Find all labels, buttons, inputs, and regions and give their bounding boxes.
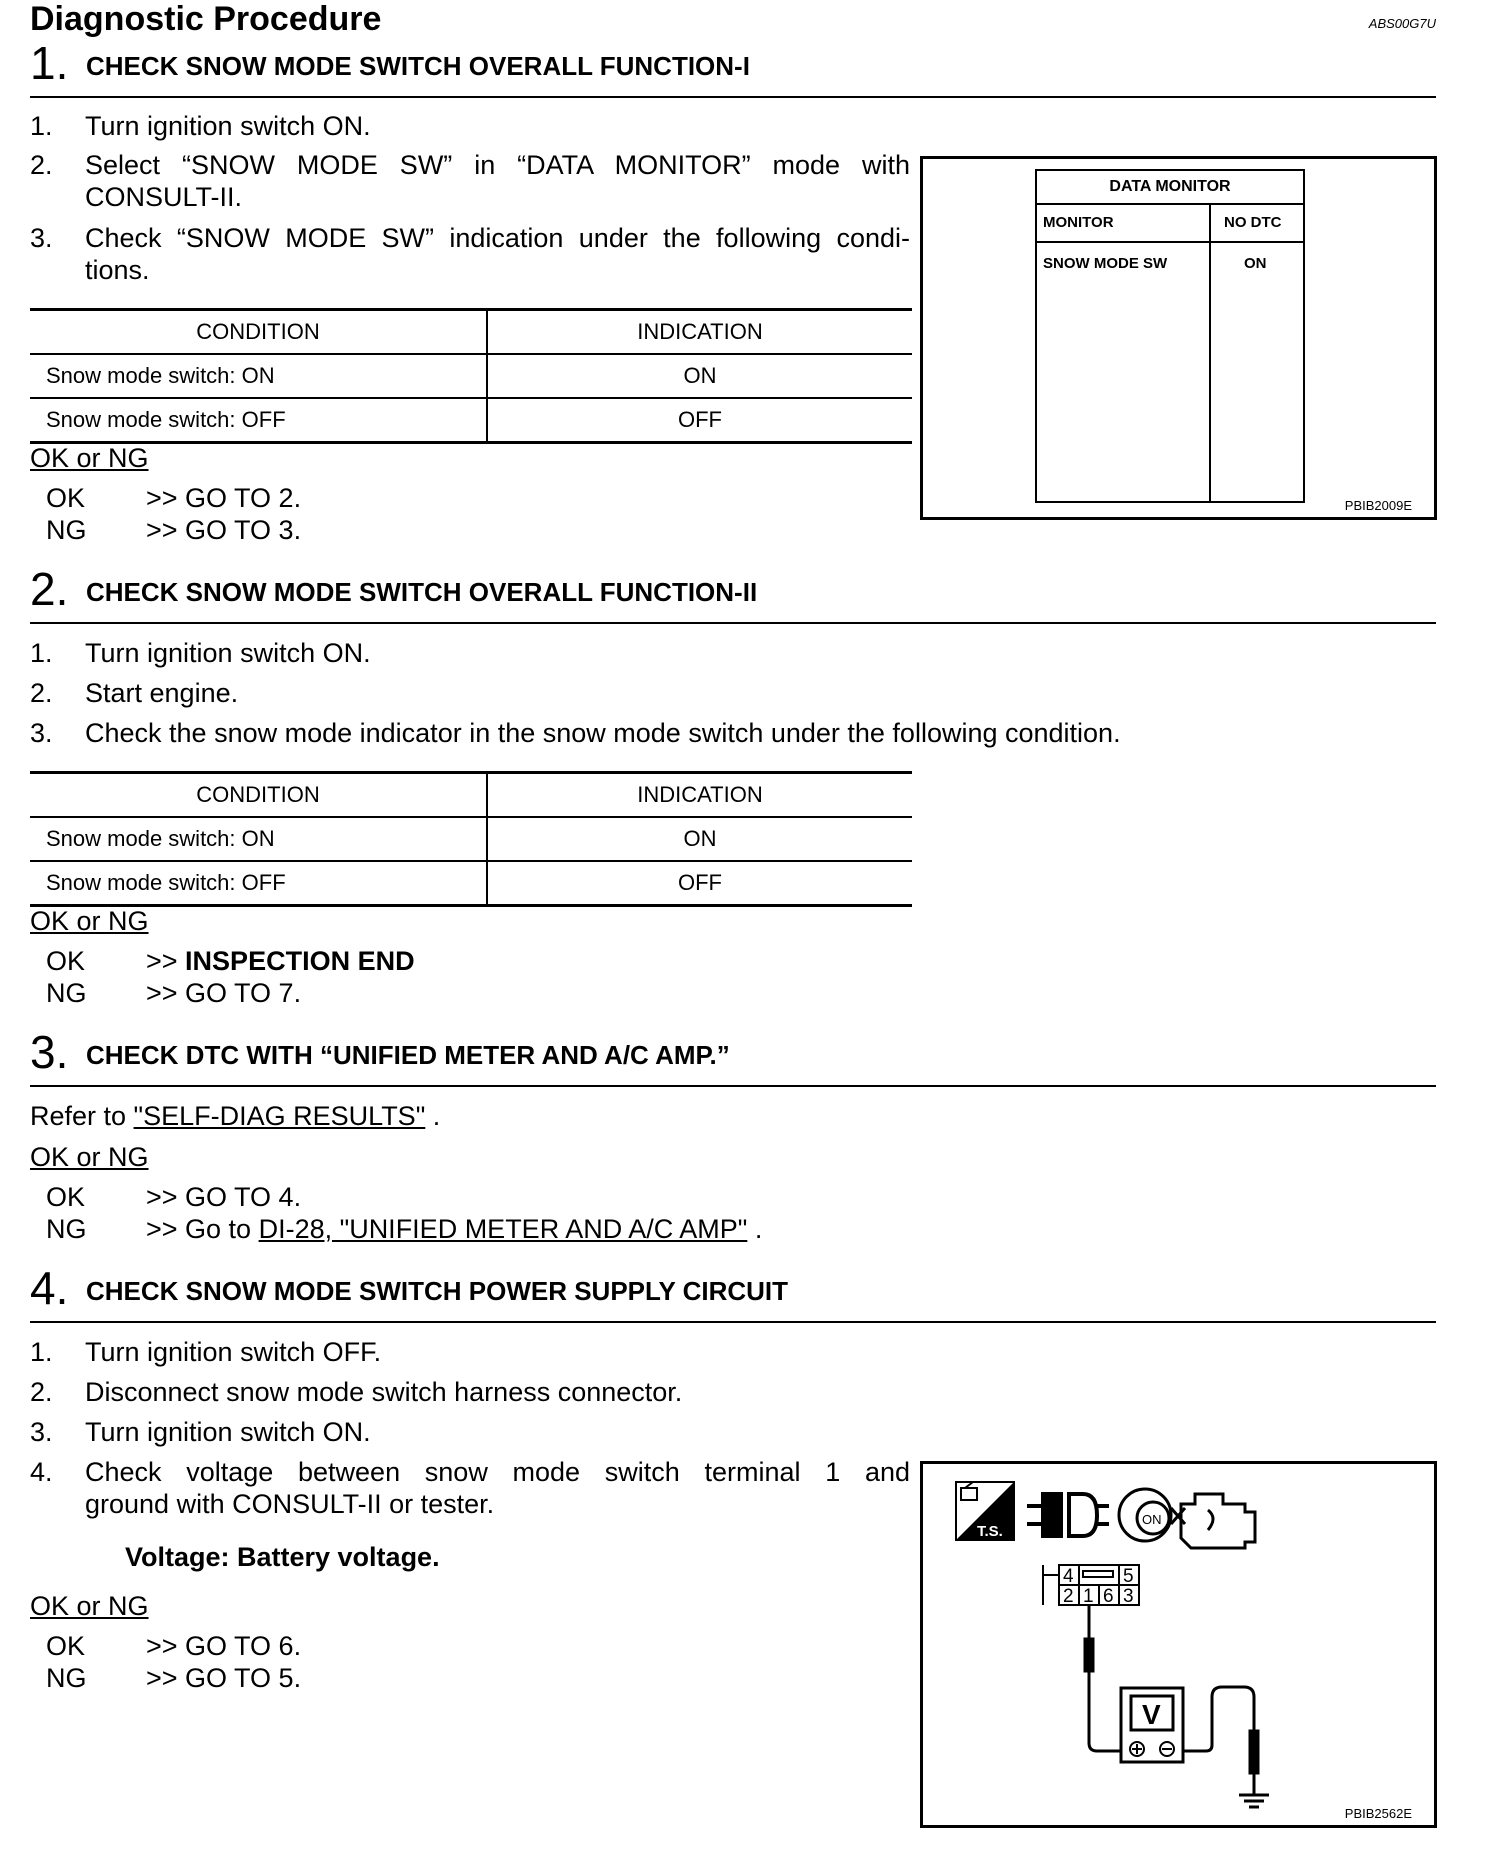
list-item (30, 1416, 910, 1448)
step-title: CHECK SNOW MODE SWITCH OVERALL FUNCTION-I (86, 51, 750, 81)
result-key: OK (46, 1182, 86, 1212)
refer-line (30, 1101, 440, 1132)
pin-label: 6 (1103, 1586, 1114, 1607)
monitor-column-row (1037, 205, 1303, 243)
item-text: ground with CONSULT-II or tester. (85, 1489, 495, 1519)
figure-id: PBIB2009E (1344, 498, 1412, 513)
list-item (30, 110, 910, 142)
column-header: INDICATION (487, 773, 912, 818)
item-text: Start engine. (85, 678, 239, 708)
item-text: Disconnect snow mode switch harness connector. (85, 1377, 683, 1407)
result-action: >> GO TO 2. (146, 483, 302, 513)
table-header-row (30, 310, 912, 355)
ignition-on-icon (1119, 1489, 1171, 1541)
ok-or-ng-heading: OK or NG (30, 1142, 149, 1172)
table-cell: OFF (487, 398, 912, 443)
result-prefix: >> Go to (146, 1214, 259, 1244)
item-text: tions. (85, 255, 150, 285)
result-action (146, 1213, 762, 1245)
result-ng (46, 1213, 846, 1245)
result-key: OK (46, 946, 86, 976)
data-monitor-figure (920, 156, 1437, 520)
result-ok (46, 1181, 846, 1213)
result-action: >> GO TO 5. (146, 1663, 302, 1693)
item-number: 3. (30, 223, 53, 253)
item-text: Check “SNOW MODE SW” indication under the following condi- (85, 223, 910, 253)
item-number: 1. (30, 1337, 53, 1367)
step-title: CHECK DTC WITH “UNIFIED METER AND A/C AMP.” (86, 1040, 730, 1070)
table-row (30, 861, 912, 906)
test-stand-icon (956, 1482, 1014, 1540)
ok-or-ng-heading: OK or NG (30, 1591, 149, 1621)
table-header-row (30, 773, 912, 818)
condition-table (30, 308, 912, 444)
result-ng (46, 514, 446, 546)
item-text: Turn ignition switch ON. (85, 1417, 371, 1447)
result-key: NG (46, 978, 87, 1008)
result-key: OK (46, 483, 86, 513)
pin-label: 3 (1123, 1586, 1134, 1607)
table-cell: Snow mode switch: ON (30, 817, 487, 861)
result-action (146, 945, 415, 977)
step-title: CHECK SNOW MODE SWITCH POWER SUPPLY CIRCUIT (86, 1276, 789, 1306)
result-key: NG (46, 515, 87, 545)
page-title: Diagnostic Procedure (30, 0, 382, 38)
circuit-diagram (923, 1464, 1434, 1825)
result-action: >> GO TO 3. (146, 515, 302, 545)
item-number: 2. (30, 150, 53, 180)
meter-label: V (1142, 1699, 1161, 1730)
result-action: >> GO TO 7. (146, 978, 302, 1008)
step-title: CHECK SNOW MODE SWITCH OVERALL FUNCTION-II (86, 577, 758, 607)
table-cell: Snow mode switch: OFF (30, 398, 487, 443)
ts-label: T.S. (977, 1523, 1003, 1540)
ok-or-ng-heading: OK or NG (30, 443, 149, 473)
table-row (30, 398, 912, 443)
list-item (30, 717, 1330, 749)
result-key: NG (46, 1663, 87, 1693)
status-label: NO DTC (1224, 214, 1282, 231)
result-action: >> GO TO 4. (146, 1182, 302, 1212)
monitor-column-label: MONITOR (1043, 214, 1114, 231)
result-action: >> GO TO 6. (146, 1631, 302, 1661)
pin-label: 2 (1063, 1586, 1074, 1607)
item-text: Check the snow mode indicator in the snow mode switch under the following condition. (85, 718, 1121, 748)
result-prefix: >> (146, 946, 186, 976)
result-ng (46, 977, 546, 1009)
table-cell: Snow mode switch: OFF (30, 861, 487, 906)
pin-label: 4 (1063, 1566, 1074, 1587)
column-divider (1209, 205, 1211, 501)
step-number: 3. (30, 1026, 69, 1078)
item-text: Turn ignition switch ON. (85, 638, 371, 668)
result-ok (46, 1630, 446, 1662)
result-key: NG (46, 1214, 87, 1244)
item-number: 1. (30, 638, 53, 668)
monitor-item-value: ON (1244, 255, 1267, 272)
pin-label: 5 (1123, 1566, 1134, 1587)
ok-or-ng-heading: OK or NG (30, 906, 149, 936)
refer-suffix: . (425, 1101, 441, 1131)
list-item (30, 637, 1330, 669)
item-text: Turn ignition switch OFF. (85, 1337, 382, 1367)
result-ok (46, 945, 546, 977)
engine-icon (1171, 1494, 1255, 1548)
step-4-header (30, 1262, 1436, 1323)
step-1-header (30, 37, 1436, 98)
circuit-figure (920, 1461, 1437, 1828)
step-number: 1. (30, 37, 69, 89)
harness-connector (1043, 1565, 1139, 1607)
result-emphasis: INSPECTION END (185, 946, 415, 976)
list-item (30, 1376, 910, 1408)
table-row (30, 354, 912, 398)
column-header: INDICATION (487, 310, 912, 355)
monitor-item-name: SNOW MODE SW (1043, 255, 1168, 272)
item-number: 3. (30, 718, 53, 748)
list-item (30, 149, 910, 213)
step-number: 2. (30, 563, 69, 615)
pin-label: 1 (1083, 1586, 1094, 1607)
step-2-header (30, 563, 1436, 624)
list-item (30, 222, 910, 286)
monitor-screen (1035, 169, 1305, 503)
di-28-link[interactable]: DI-28, "UNIFIED METER AND A/C AMP" (258, 1214, 748, 1244)
result-suffix: . (747, 1214, 763, 1244)
item-text: CONSULT-II. (85, 182, 243, 212)
item-number: 3. (30, 1417, 53, 1447)
item-number: 1. (30, 111, 53, 141)
item-text: Select “SNOW MODE SW” in “DATA MONITOR” mode with (85, 150, 910, 180)
table-cell: ON (487, 354, 912, 398)
column-header: CONDITION (30, 310, 487, 355)
item-text: Check voltage between snow mode switch terminal 1 and (85, 1457, 910, 1487)
result-ng (46, 1662, 446, 1694)
table-row (30, 817, 912, 861)
list-item (30, 1456, 910, 1520)
voltmeter-icon (1121, 1688, 1183, 1762)
document-id: ABS00G7U (1368, 16, 1436, 31)
step-number: 4. (30, 1262, 69, 1314)
item-number: 4. (30, 1457, 53, 1487)
table-cell: ON (487, 817, 912, 861)
table-cell: OFF (487, 861, 912, 906)
table-cell: Snow mode switch: ON (30, 354, 487, 398)
result-ok (46, 482, 446, 514)
step-3-header (30, 1026, 1436, 1087)
connector-icon (1027, 1494, 1109, 1536)
condition-table (30, 771, 912, 907)
item-text: Turn ignition switch ON. (85, 111, 371, 141)
item-number: 2. (30, 1377, 53, 1407)
list-item (30, 1336, 910, 1368)
item-number: 2. (30, 678, 53, 708)
column-header: CONDITION (30, 773, 487, 818)
result-key: OK (46, 1631, 86, 1661)
self-diag-results-link[interactable]: "SELF-DIAG RESULTS" (133, 1101, 426, 1131)
list-item (30, 677, 1330, 709)
monitor-header: DATA MONITOR (1037, 171, 1303, 205)
on-label: ON (1142, 1512, 1162, 1527)
refer-prefix: Refer to (30, 1101, 134, 1131)
figure-id: PBIB2562E (1344, 1806, 1412, 1821)
voltage-spec: Voltage: Battery voltage. (125, 1542, 440, 1572)
